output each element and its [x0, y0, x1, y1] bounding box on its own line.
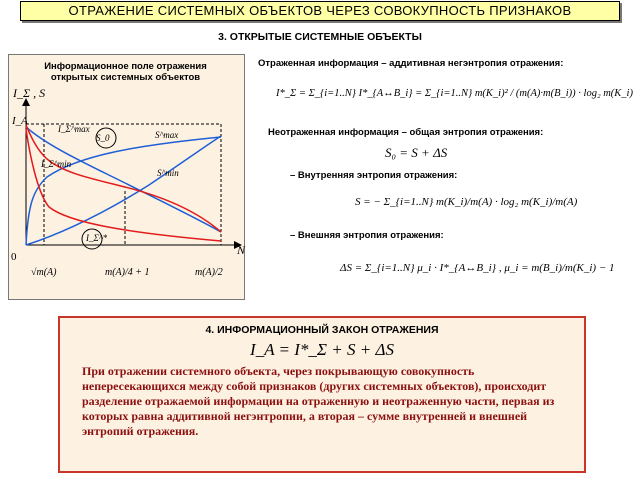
x-axis-label: N	[237, 243, 246, 257]
i-star-label: I_Σ^*	[86, 233, 108, 243]
tick-sqrt: √m(A)	[31, 267, 57, 278]
law-text: При отражении системного объекта, через покрывающую совокупность непересекающихся между собой признаков (других системных объектов), происходит разделение отражаемой информации на отраженную и неотраженную части, первая из которых равна аддитивной негэнтропии, а вторая – сумме внутренней и внешней энтропий отражения.	[82, 364, 555, 438]
external-entropy-formula: ΔS = Σ_{i=1..N} μ_i · I*_{A↔B_i} , μ_i = m(B_i)/m(K_i) − 1	[340, 262, 615, 274]
internal-entropy-formula: S = − Σ_{i=1..N} m(K_i)/m(A) · log₂ m(K_i)/m(A)	[355, 196, 578, 208]
s-max-label: S^max	[155, 130, 179, 140]
s0-label: S_0	[96, 133, 110, 143]
i-min-curve	[26, 127, 221, 232]
s-min-curve	[26, 136, 221, 245]
i-star-curve	[26, 129, 221, 241]
law-formula: I_A = I*_Σ + S + ΔS	[250, 340, 394, 359]
page-title: ОТРАЖЕНИЕ СИСТЕМНЫХ ОБЪЕКТОВ ЧЕРЕЗ СОВОКУПНОСТЬ ПРИЗНАКОВ	[20, 1, 620, 21]
tick-half: m(A)/2	[195, 267, 223, 278]
reflected-info-label: Отраженная информация – аддитивная негэнтропия отражения:	[258, 58, 564, 69]
i-min-label: I_Σ^min	[41, 159, 72, 169]
reflected-formula: I*_Σ = Σ_{i=1..N} I*_{A↔B_i} = Σ_{i=1..N} m(K_i)² / (m(A)·m(B_i)) · log₂ m(K_i)	[276, 88, 633, 99]
law-panel	[58, 316, 586, 473]
i-max-label: I_Σ^max	[58, 124, 90, 134]
external-entropy-label: – Внешняя энтропия отражения:	[290, 230, 444, 241]
s-max-curve	[26, 137, 221, 245]
internal-entropy-label: – Внутренняя энтропия отражения:	[290, 170, 458, 181]
tick-quarter: m(A)/4 + 1	[105, 267, 150, 278]
graph-caption: Информационное поле отражения открытых системных объектов	[44, 61, 207, 83]
section-3-title: 3. ОТКРЫТЫЕ СИСТЕМНЫЕ ОБЪЕКТЫ	[218, 31, 422, 43]
s-min-label: S^min	[157, 168, 179, 178]
graph-panel	[8, 54, 245, 300]
ia-label: I_A	[12, 115, 28, 127]
unreflected-formula: S₀ = S + ΔS	[385, 145, 448, 160]
unreflected-info-label: Неотраженная информация – общая энтропия отражения:	[268, 127, 544, 138]
law-title: 4. ИНФОРМАЦИОННЫЙ ЗАКОН ОТРАЖЕНИЯ	[205, 324, 439, 336]
y-axis-label: I_Σ , S	[13, 86, 46, 100]
origin-label: 0	[11, 251, 17, 263]
